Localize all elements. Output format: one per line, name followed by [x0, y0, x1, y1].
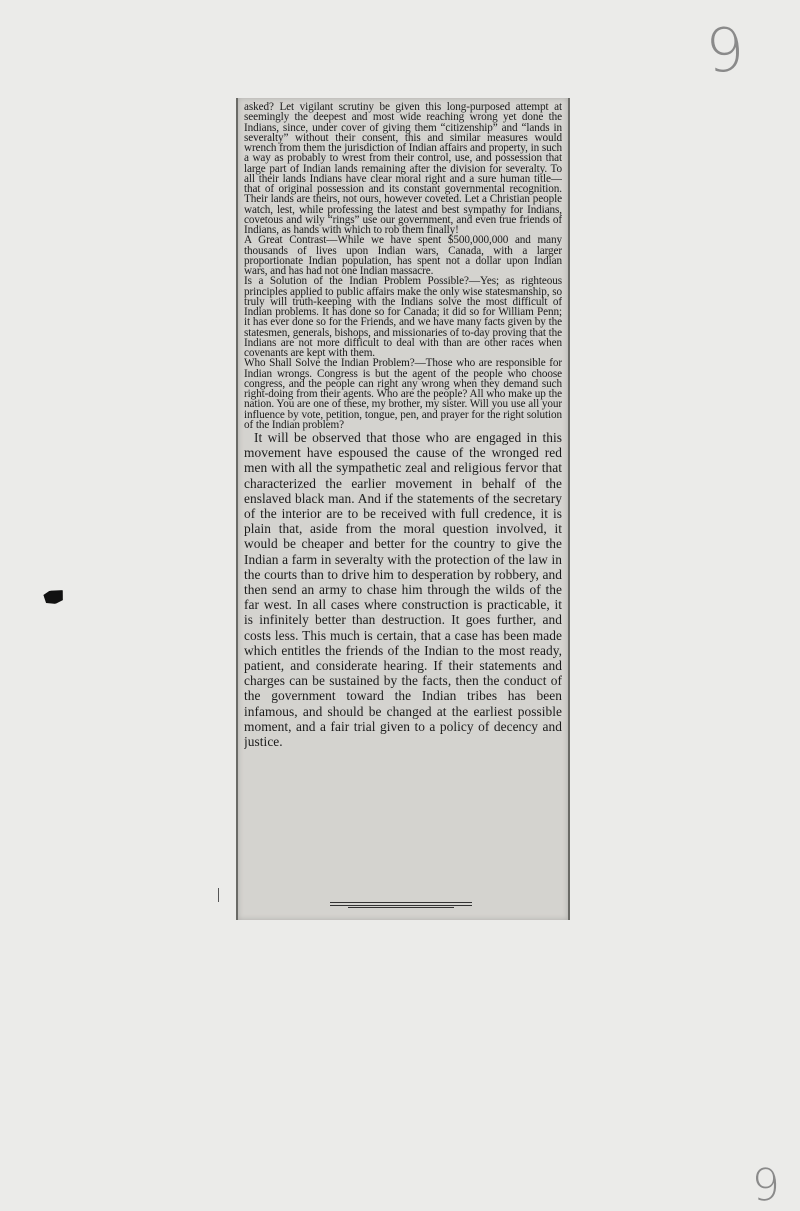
clipping-paragraph-editorial: It will be observed that those who are engaged in this movement have espoused the cause of the wronged red men with all the sympathetic zeal and religious fervor that characterized the earlier movement in behalf of the enslaved black man. And if the statements of the secretary of the interior are to be received with full credence, it is plain that, aside from the moral question involved, it would be cheaper and better for the country to give the Indian a farm in severalty with the protection of the law in the courts than to drive him to desperation by robbery, and then send an army to chase him through the wilds of the far west. In all cases where construction is practicable, it is infinitely better than destruction. It goes further, and costs less. This much is certain, that a case has been made which entitles the friends of the Indian to the most ready, patient, and considerate hearing. If their statements and charges can be sustained by the facts, then the conduct of the government toward the Indian tribes has been infamous, and should be changed at the earliest possible moment, and a fair trial given to a policy of decency and justice.	[244, 430, 562, 750]
clipping-paragraph: Is a Solution of the Indian Problem Possible?—Yes; as righteous principles applied to public affairs make the only wise statesmanship, so truly will truth-keeping with the Indians solve the most difficult of Indian problems. It has done so for Canada; it did so for William Penn; it has ever done so for the Friends, and we have many facts given by the statesmen, generals, bishops, and missionaries of to-day proving that the Indians are not more difficult to deal with than are other races when covenants are kept with them.	[244, 275, 562, 359]
clipping-paragraph: A Great Contrast—While we have spent $500,000,000 and many thousands of lives upon Indian wars, Canada, with a larger proportionate Indian population, has spent not a dollar upon Indian wars, and has had not one Indian massacre.	[244, 234, 562, 277]
clipping-paragraph: Who Shall Solve the Indian Problem?—Those who are responsible for Indian wrongs. Congress is but the agent of the people who choose congress, and the people can right any wrong when they demand such right-doing from their agents. Who are the people? All who make up the nation. You are one of these, my brother, my sister. Will you use all your influence by vote, petition, tongue, pen, and prayer for the right solution of the Indian problem?	[244, 357, 562, 431]
clipping-text-column	[244, 102, 562, 894]
closing-rule	[348, 907, 454, 908]
ink-blot-mark	[43, 588, 65, 606]
closing-rule	[330, 905, 472, 906]
newspaper-clipping	[236, 98, 570, 920]
page-number-mark-bottom: 9	[751, 1159, 781, 1211]
margin-tick	[218, 888, 219, 902]
page-number-mark-top: 9	[703, 14, 747, 88]
closing-rule	[330, 902, 472, 903]
clipping-paragraph: asked? Let vigilant scrutiny be given this long-purposed attempt at seemingly the deepest and most wide reaching wrong yet done the Indians, since, under cover of giving them “citizenship” and “lands in severalty” without their consent, this and similar measures would wrench from them the jurisdiction of Indian affairs and property, in such a way as probably to wrest from their control, use, and possession that large part of Indian lands remaining after the division for severalty. To all their lands Indians have clear moral right and a sure human title—that of original possession and its constant governmental recognition. Their lands are theirs, not ours, however coveted. Let a Christian people watch, lest, while professing the latest and best sympathy for Indians, covetous and wily “rings” use our government, and even true friends of Indians, as hands with which to rob them finally!	[244, 102, 562, 236]
